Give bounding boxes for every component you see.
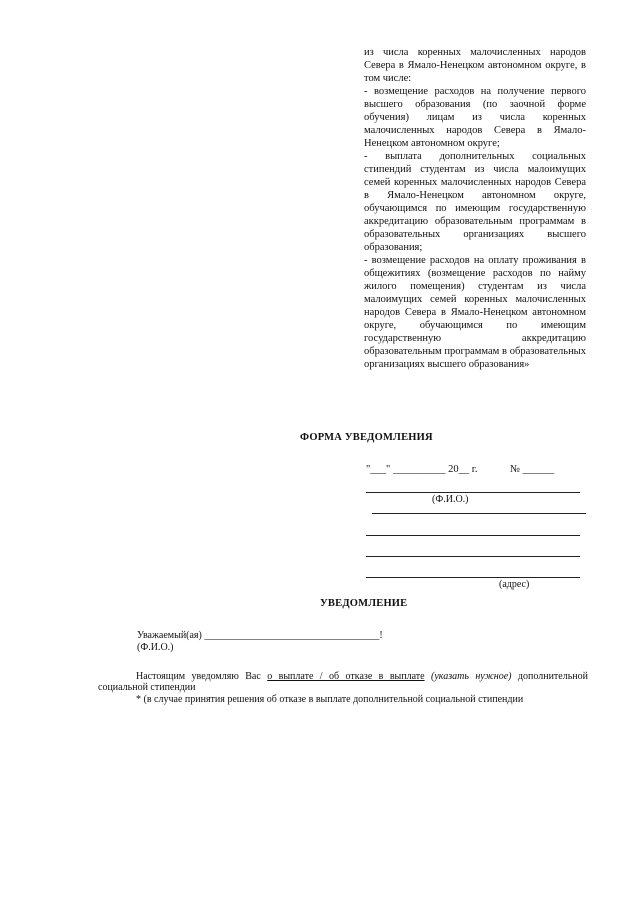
date-field: "___" __________ 20__ г.	[366, 464, 478, 475]
address-line-2	[366, 535, 580, 536]
notice-body	[98, 671, 588, 693]
address-line-3	[366, 556, 580, 557]
paragraph: - выплата дополнительных социальных стипендий студентам из числа малоимущих семей коренных малочисленных народов Севера в Ямало-Ненецком автономном округе, обучающимся по имеющим государственную аккредитацию образовательным программам в образовательных организациях высшего образования;	[364, 151, 586, 253]
fio-line	[366, 492, 580, 493]
greeting: Уважаемый(ая) ___________________________________!	[137, 630, 383, 641]
form-title: ФОРМА УВЕДОМЛЕНИЯ	[300, 432, 433, 443]
address-line-1	[372, 513, 586, 514]
notice-title: УВЕДОМЛЕНИЕ	[320, 598, 408, 609]
body-end: дополнительной социальной стипендии	[98, 671, 588, 693]
fio-caption: (Ф.И.О.)	[432, 494, 469, 505]
number-field: № ______	[510, 464, 555, 475]
paragraph: из числа коренных малочисленных народов Севера в Ямало-Ненецком автономном округе, в том числе:	[364, 47, 586, 84]
choice-hint: (указать нужное)	[431, 671, 512, 682]
greeting-fio-caption: (Ф.И.О.)	[137, 642, 174, 653]
address-line-4	[366, 577, 580, 578]
regulation-text-block	[364, 46, 586, 371]
paragraph: - возмещение расходов на оплату проживания в общежитиях (возмещение расходов по найму жилого помещения) студентам из числа малоимущих семей коренных малочисленных народов Севера в Ямало-Ненецком автономном округе, обучающимся по имеющим государственную аккредитацию образовательным программам в образовательных организациях высшего образования»	[364, 255, 586, 370]
address-caption: (адрес)	[499, 579, 530, 590]
footnote: * (в случае принятия решения об отказе в выплате дополнительной социальной стипендии	[136, 694, 524, 705]
payment-choice: о выплате / об отказе в выплате	[267, 671, 425, 682]
body-start: Настоящим уведомляю Вас	[136, 671, 268, 682]
paragraph: - возмещение расходов на получение первого высшего образования (по заочной форме обучения) лицам из числа коренных малочисленных народов Севера в Ямало-Ненецком автономном округе;	[364, 86, 586, 149]
